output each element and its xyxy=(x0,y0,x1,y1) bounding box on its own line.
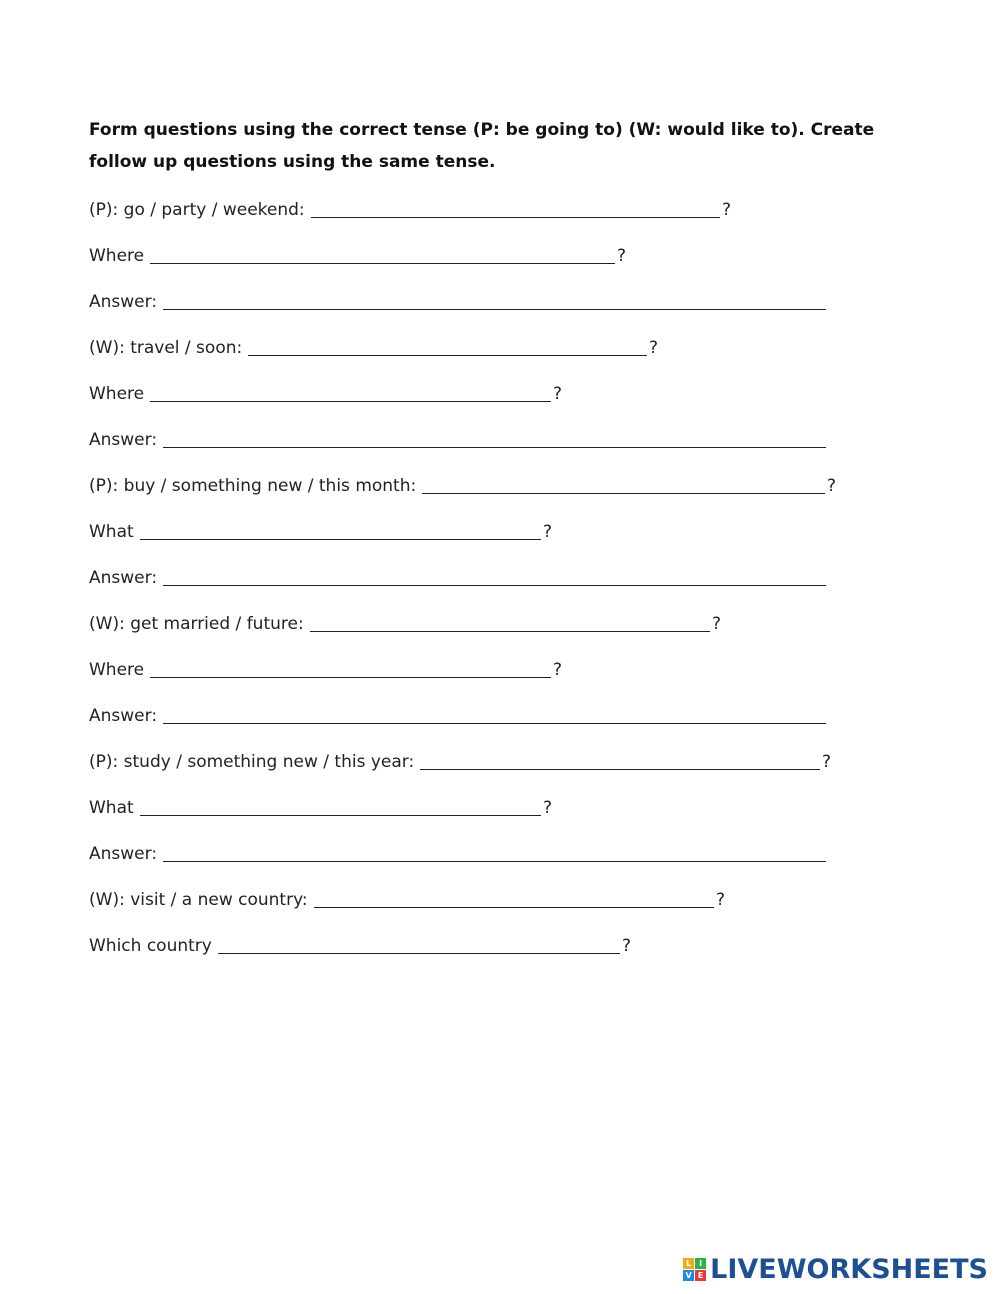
row-label: (W): visit / a new country: xyxy=(89,890,308,910)
row-label: Where xyxy=(89,246,145,266)
question-mark: ? xyxy=(649,338,659,358)
logo-mark-square: E xyxy=(695,1270,706,1281)
answer-blank[interactable] xyxy=(420,751,820,770)
answer-blank[interactable] xyxy=(248,337,647,356)
row-label: Where xyxy=(89,660,145,680)
question-mark: ? xyxy=(716,890,726,910)
question-mark: ? xyxy=(553,384,563,404)
logo-mark-square: L xyxy=(683,1258,694,1269)
row-label: Answer: xyxy=(89,292,158,312)
question-mark: ? xyxy=(622,936,632,956)
answer-blank[interactable] xyxy=(163,705,826,724)
row-label: Answer: xyxy=(89,844,158,864)
answer-blank[interactable] xyxy=(163,291,826,310)
answer-blank[interactable] xyxy=(140,521,541,540)
question-mark: ? xyxy=(617,246,627,266)
answer-blank[interactable] xyxy=(163,429,826,448)
answer-row xyxy=(89,426,826,450)
followup-row xyxy=(89,794,552,818)
answer-row xyxy=(89,288,826,312)
answer-blank[interactable] xyxy=(150,659,551,678)
answer-blank[interactable] xyxy=(150,383,551,402)
row-label: Which country xyxy=(89,936,212,956)
followup-row xyxy=(89,656,562,680)
question-mark: ? xyxy=(543,522,553,542)
answer-blank[interactable] xyxy=(310,613,710,632)
question-mark: ? xyxy=(553,660,563,680)
question-mark: ? xyxy=(827,476,837,496)
question-row xyxy=(89,472,836,496)
answer-blank[interactable] xyxy=(163,843,826,862)
followup-row xyxy=(89,518,552,542)
followup-row xyxy=(89,380,562,404)
row-label: (P): study / something new / this year: xyxy=(89,752,415,772)
question-mark: ? xyxy=(712,614,722,634)
row-label: (W): travel / soon: xyxy=(89,338,243,358)
question-row xyxy=(89,610,721,634)
followup-row xyxy=(89,242,626,266)
logo-mark-square: I xyxy=(695,1258,706,1269)
followup-row xyxy=(89,932,631,956)
answer-blank[interactable] xyxy=(314,889,714,908)
answer-row xyxy=(89,564,826,588)
row-label: Answer: xyxy=(89,706,158,726)
logo-mark-icon xyxy=(683,1258,706,1281)
answer-row xyxy=(89,702,826,726)
row-label: Answer: xyxy=(89,430,158,450)
logo-text: LIVEWORKSHEETS xyxy=(710,1253,988,1285)
logo-mark-square: V xyxy=(683,1270,694,1281)
question-row xyxy=(89,748,831,772)
question-mark: ? xyxy=(822,752,832,772)
question-mark: ? xyxy=(543,798,553,818)
question-row xyxy=(89,886,725,910)
answer-blank[interactable] xyxy=(140,797,541,816)
answer-row xyxy=(89,840,826,864)
answer-blank[interactable] xyxy=(150,245,615,264)
question-row xyxy=(89,196,731,220)
answer-blank[interactable] xyxy=(311,199,720,218)
row-label: (P): go / party / weekend: xyxy=(89,200,305,220)
row-label: (P): buy / something new / this month: xyxy=(89,476,417,496)
row-label: (W): get married / future: xyxy=(89,614,304,634)
answer-blank[interactable] xyxy=(218,935,620,954)
row-label: What xyxy=(89,522,134,542)
instructions-heading: Form questions using the correct tense (P: be going to) (W: would like to). Create follow up questions using the same tense. xyxy=(89,120,875,172)
row-label: Where xyxy=(89,384,145,404)
answer-blank[interactable] xyxy=(422,475,825,494)
row-label: Answer: xyxy=(89,568,158,588)
row-label: What xyxy=(89,798,134,818)
question-row xyxy=(89,334,658,358)
answer-blank[interactable] xyxy=(163,567,826,586)
liveworksheets-logo[interactable] xyxy=(683,1254,988,1284)
question-mark: ? xyxy=(722,200,732,220)
